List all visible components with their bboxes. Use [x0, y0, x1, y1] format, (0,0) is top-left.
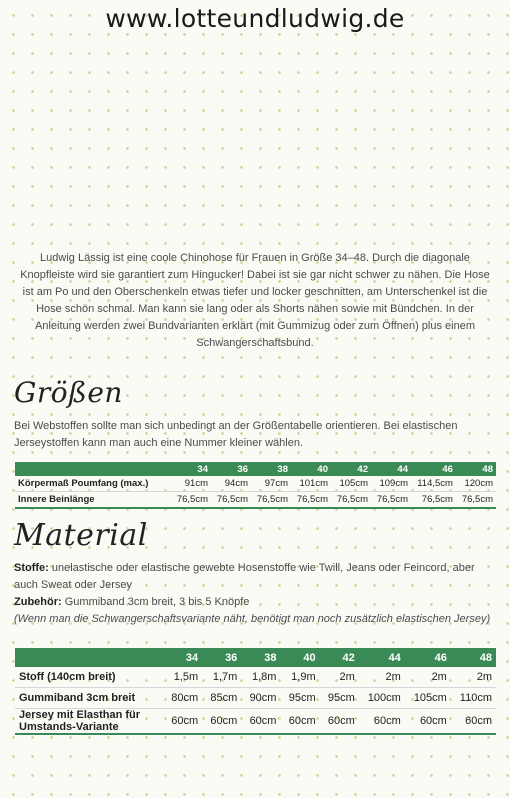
material-table-row: [15, 709, 496, 735]
size-table-cell: 120cm: [456, 476, 496, 492]
material-table-cell: 100cm: [359, 688, 405, 709]
material-table-cell: 60cm: [241, 709, 280, 735]
size-table-header-cell: 34: [171, 462, 211, 476]
size-table-cell: 114,5cm: [411, 476, 456, 492]
size-table-header-cell: [15, 462, 171, 476]
material-table-cell: 60cm: [451, 709, 496, 735]
material-table-header-cell: 44: [359, 648, 405, 667]
material-table-cell: 85cm: [202, 688, 241, 709]
size-table-row-label: Innere Beinlänge: [15, 492, 171, 509]
material-table-row-label: Gummiband 3cm breit: [15, 688, 163, 709]
size-table-header-cell: 48: [456, 462, 496, 476]
material-table-cell: 60cm: [359, 709, 405, 735]
material-table-row: [15, 688, 496, 709]
size-table-row-label: Körpermaß Poumfang (max.): [15, 476, 171, 492]
size-table-header-cell: 42: [331, 462, 371, 476]
material-table-cell: 60cm: [202, 709, 241, 735]
material-table-cell: 80cm: [163, 688, 202, 709]
maternity-note: (Wenn man die Schwangerschaftsvariante näht, benötigt man noch zusätzlich elastischen Jersey): [14, 613, 491, 625]
size-table-cell: 76,5cm: [171, 492, 211, 509]
size-table-cell: 109cm: [371, 476, 411, 492]
size-table-header-cell: 40: [291, 462, 331, 476]
material-table-cell: 2m: [359, 667, 405, 688]
material-table-cell: 2m: [405, 667, 451, 688]
material-table-cell: 2m: [451, 667, 496, 688]
size-table-row: [15, 476, 496, 492]
size-table-cell: 76,5cm: [211, 492, 251, 509]
size-table-header-cell: 36: [211, 462, 251, 476]
stoffe-text: unelastische oder elastische gewebte Hosenstoffe wie Twill, Jeans oder Feincord, aber auch Sweat oder Jersey: [14, 562, 475, 591]
size-table-row: [15, 492, 496, 509]
size-table-cell: 76,5cm: [371, 492, 411, 509]
material-table-cell: 60cm: [320, 709, 359, 735]
site-url: www.lotteundludwig.de: [105, 4, 405, 33]
material-table: [15, 648, 496, 735]
size-table-cell: 76,5cm: [456, 492, 496, 509]
material-table-header-cell: 38: [241, 648, 280, 667]
size-table-cell: 76,5cm: [411, 492, 456, 509]
material-table-cell: 1,7m: [202, 667, 241, 688]
material-table-header-cell: 48: [451, 648, 496, 667]
size-table: [15, 462, 496, 509]
material-table-cell: 2m: [320, 667, 359, 688]
material-table-cell: 60cm: [280, 709, 319, 735]
material-table-cell: 105cm: [405, 688, 451, 709]
material-table-header-cell: 42: [320, 648, 359, 667]
material-table-cell: 1,5m: [163, 667, 202, 688]
material-table-cell: 95cm: [320, 688, 359, 709]
size-table-cell: 76,5cm: [291, 492, 331, 509]
material-table-cell: 110cm: [451, 688, 496, 709]
zubehoer-label: Zubehör:: [14, 596, 62, 608]
material-table-header-cell: 36: [202, 648, 241, 667]
zubehoer-text: Gummiband 3cm breit, 3 bis 5 Knöpfe: [61, 596, 250, 608]
material-table-header-cell: 34: [163, 648, 202, 667]
material-text: [14, 560, 498, 628]
material-table-cell: 60cm: [163, 709, 202, 735]
material-table-header-cell: 46: [405, 648, 451, 667]
size-table-cell: 91cm: [171, 476, 211, 492]
size-table-header-cell: 38: [251, 462, 291, 476]
size-table-header: [15, 462, 496, 476]
material-heading: Material: [14, 518, 148, 553]
stoffe-label: Stoffe:: [14, 562, 49, 574]
size-table-cell: 101cm: [291, 476, 331, 492]
material-table-header-cell: 40: [280, 648, 319, 667]
material-table-row-label: Jersey mit Elasthan für Umstands-Variante: [15, 709, 163, 735]
size-table-cell: 105cm: [331, 476, 371, 492]
sizes-text: Bei Webstoffen sollte man sich unbedingt an der Größentabelle orientieren. Bei elastischen Jerseystoffen kann man auch eine Nummer kleiner wählen.: [14, 420, 458, 449]
material-table-cell: 1,9m: [280, 667, 319, 688]
sizes-heading: Größen: [14, 376, 123, 409]
material-table-row: [15, 667, 496, 688]
size-table-header-cell: 46: [411, 462, 456, 476]
intro-text: Ludwig Lässig ist eine coole Chinohose für Frauen in Größe 34–48. Durch die diagonale Knopfleiste wird sie garantiert zum Hingucker! Dabei ist sie gar nicht schwer zu nähen. Die Hose ist am Po und den Oberschenkeln etwas tiefer und locker geschnitten, am Unterschenkel ist die Hose schön schmal. Man kann sie lang oder als Shorts nähen sowie mit Bündchen. In der Anleitung werden zwei Bundvarianten erklärt (mit Gummizug oder zum Öffnen) plus einem Schwangerschaftsbund.: [20, 252, 490, 349]
size-table-header-cell: 44: [371, 462, 411, 476]
size-table-cell: 94cm: [211, 476, 251, 492]
material-table-cell: 60cm: [405, 709, 451, 735]
size-table-cell: 76,5cm: [251, 492, 291, 509]
material-table-header: [15, 648, 496, 667]
material-table-cell: 95cm: [280, 688, 319, 709]
material-table-cell: 90cm: [241, 688, 280, 709]
size-table-cell: 76,5cm: [331, 492, 371, 509]
size-table-cell: 97cm: [251, 476, 291, 492]
material-table-cell: 1,8m: [241, 667, 280, 688]
material-table-row-label: Stoff (140cm breit): [15, 667, 163, 688]
material-table-header-cell: [15, 648, 163, 667]
